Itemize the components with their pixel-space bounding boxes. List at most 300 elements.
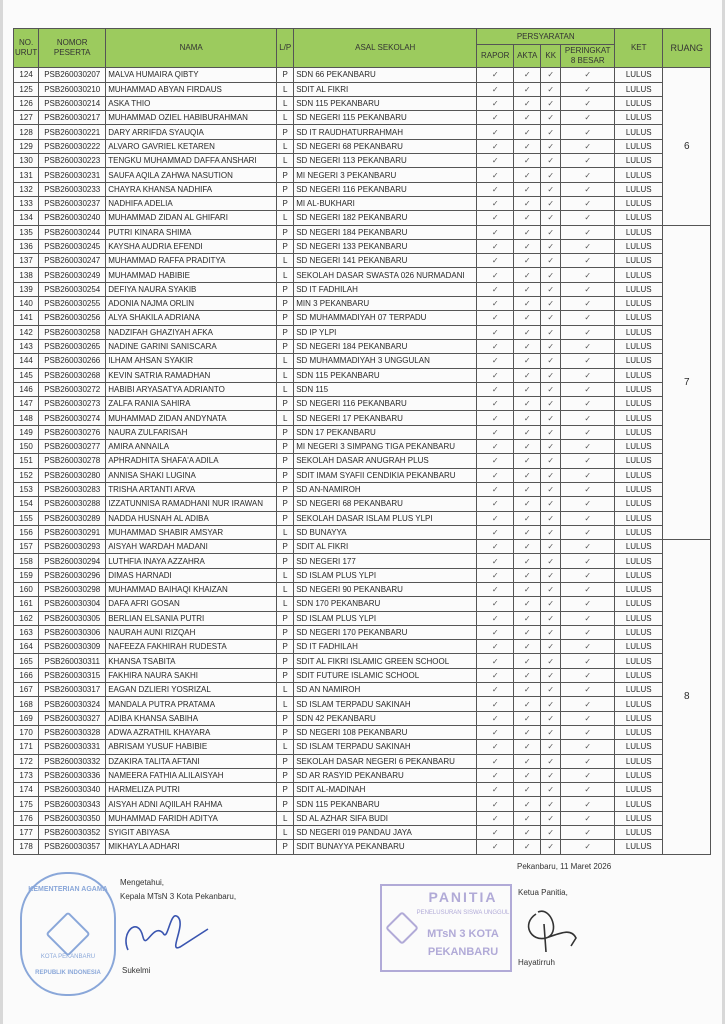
row-nama: NADHIFA ADELIA <box>106 196 277 210</box>
check-rapor-icon: ✓ <box>477 268 514 282</box>
check-peringkat-icon: ✓ <box>561 582 615 596</box>
row-nama: DEFIYA NAURA SYAKIB <box>106 282 277 296</box>
row-no: 143 <box>14 339 39 353</box>
row-no: 169 <box>14 711 39 725</box>
check-akta-icon: ✓ <box>514 783 541 797</box>
check-kk-icon: ✓ <box>541 511 561 525</box>
check-akta-icon: ✓ <box>514 282 541 296</box>
check-rapor-icon: ✓ <box>477 740 514 754</box>
row-lp: P <box>277 425 294 439</box>
row-nomor-peserta: PSB260030214 <box>39 96 106 110</box>
header-nomor-peserta: NOMOR PESERTA <box>39 29 106 68</box>
table-row <box>14 740 711 754</box>
check-akta-icon: ✓ <box>514 797 541 811</box>
table-row <box>14 454 711 468</box>
row-lp: L <box>277 597 294 611</box>
row-lp: L <box>277 354 294 368</box>
check-rapor-icon: ✓ <box>477 725 514 739</box>
row-asal-sekolah: SD ISLAM PLUS YLPI <box>294 568 477 582</box>
check-rapor-icon: ✓ <box>477 82 514 96</box>
row-nama: DZAKIRA TALITA AFTANI <box>106 754 277 768</box>
row-no: 153 <box>14 482 39 496</box>
row-lp: P <box>277 468 294 482</box>
row-nama: DAFA AFRI GOSAN <box>106 597 277 611</box>
table-row <box>14 139 711 153</box>
row-asal-sekolah: SD NEGERI 108 PEKANBARU <box>294 725 477 739</box>
row-nama: EAGAN DZLIERI YOSRIZAL <box>106 683 277 697</box>
row-ket: LULUS <box>615 454 663 468</box>
table-header <box>14 29 711 68</box>
row-asal-sekolah: SD IT RAUDHATURRAHMAH <box>294 125 477 139</box>
row-no: 126 <box>14 96 39 110</box>
row-ket: LULUS <box>615 783 663 797</box>
check-kk-icon: ✓ <box>541 182 561 196</box>
row-nomor-peserta: PSB260030244 <box>39 225 106 239</box>
row-ket: LULUS <box>615 297 663 311</box>
row-ket: LULUS <box>615 211 663 225</box>
table-row <box>14 497 711 511</box>
row-lp: L <box>277 826 294 840</box>
check-peringkat-icon: ✓ <box>561 754 615 768</box>
check-rapor-icon: ✓ <box>477 297 514 311</box>
row-asal-sekolah: SD NEGERI 182 PEKANBARU <box>294 211 477 225</box>
check-peringkat-icon: ✓ <box>561 654 615 668</box>
row-no: 131 <box>14 168 39 182</box>
check-kk-icon: ✓ <box>541 697 561 711</box>
check-kk-icon: ✓ <box>541 397 561 411</box>
row-no: 142 <box>14 325 39 339</box>
check-rapor-icon: ✓ <box>477 440 514 454</box>
row-nama: MUHAMMAD SHABIR AMSYAR <box>106 525 277 539</box>
row-ket: LULUS <box>615 482 663 496</box>
row-lp: P <box>277 125 294 139</box>
row-asal-sekolah: SD NEGERI 177 <box>294 554 477 568</box>
table-row <box>14 554 711 568</box>
header-persyaratan: PERSYARATAN <box>477 29 615 45</box>
check-rapor-icon: ✓ <box>477 582 514 596</box>
check-akta-icon: ✓ <box>514 154 541 168</box>
row-no: 152 <box>14 468 39 482</box>
row-ket: LULUS <box>615 82 663 96</box>
row-nomor-peserta: PSB260030311 <box>39 654 106 668</box>
row-nomor-peserta: PSB260030317 <box>39 683 106 697</box>
check-kk-icon: ✓ <box>541 254 561 268</box>
row-ket: LULUS <box>615 397 663 411</box>
check-rapor-icon: ✓ <box>477 96 514 110</box>
table-row <box>14 826 711 840</box>
row-asal-sekolah: SDIT AL FIKRI <box>294 540 477 554</box>
row-ket: LULUS <box>615 597 663 611</box>
table-row <box>14 697 711 711</box>
row-no: 140 <box>14 297 39 311</box>
check-akta-icon: ✓ <box>514 96 541 110</box>
check-akta-icon: ✓ <box>514 840 541 854</box>
row-lp: P <box>277 239 294 253</box>
header-asal-sekolah: ASAL SEKOLAH <box>294 29 477 68</box>
row-no: 155 <box>14 511 39 525</box>
row-no: 151 <box>14 454 39 468</box>
row-lp: P <box>277 68 294 82</box>
committee-stamp-city: PEKANBARU <box>427 946 499 958</box>
row-ket: LULUS <box>615 325 663 339</box>
stamp-center-text: KOTA PEKANBARU <box>40 954 96 960</box>
row-nomor-peserta: PSB260030258 <box>39 325 106 339</box>
row-ket: LULUS <box>615 640 663 654</box>
row-asal-sekolah: SD ISLAM PLUS YLPI <box>294 611 477 625</box>
table-row <box>14 368 711 382</box>
row-lp: P <box>277 511 294 525</box>
check-kk-icon: ✓ <box>541 568 561 582</box>
check-peringkat-icon: ✓ <box>561 740 615 754</box>
table-row <box>14 468 711 482</box>
row-lp: P <box>277 554 294 568</box>
row-nomor-peserta: PSB260030276 <box>39 425 106 439</box>
check-akta-icon: ✓ <box>514 311 541 325</box>
row-nama: MUHAMMAD OZIEL HABIBURAHMAN <box>106 111 277 125</box>
row-nama: MUHAMMAD ZIDAN ANDYNATA <box>106 411 277 425</box>
check-akta-icon: ✓ <box>514 239 541 253</box>
committee-chair-title: Ketua Panitia, <box>518 888 568 897</box>
row-nama: MUHAMMAD ZIDAN AL GHIFARI <box>106 211 277 225</box>
check-rapor-icon: ✓ <box>477 154 514 168</box>
row-no: 124 <box>14 68 39 82</box>
row-lp: P <box>277 497 294 511</box>
row-asal-sekolah: SD ISLAM TERPADU SAKINAH <box>294 697 477 711</box>
row-asal-sekolah: SD MUHAMMADIYAH 07 TERPADU <box>294 311 477 325</box>
check-rapor-icon: ✓ <box>477 597 514 611</box>
row-ket: LULUS <box>615 683 663 697</box>
check-kk-icon: ✓ <box>541 754 561 768</box>
check-akta-icon: ✓ <box>514 297 541 311</box>
check-peringkat-icon: ✓ <box>561 826 615 840</box>
check-peringkat-icon: ✓ <box>561 397 615 411</box>
check-akta-icon: ✓ <box>514 697 541 711</box>
row-ket: LULUS <box>615 111 663 125</box>
row-nomor-peserta: PSB260030332 <box>39 754 106 768</box>
check-akta-icon: ✓ <box>514 339 541 353</box>
row-nama: TENGKU MUHAMMAD DAFFA ANSHARI <box>106 154 277 168</box>
check-peringkat-icon: ✓ <box>561 354 615 368</box>
row-lp: P <box>277 540 294 554</box>
row-no: 167 <box>14 683 39 697</box>
row-nama: MUHAMMAD FARIDH ADITYA <box>106 811 277 825</box>
check-kk-icon: ✓ <box>541 111 561 125</box>
check-peringkat-icon: ✓ <box>561 497 615 511</box>
check-akta-icon: ✓ <box>514 482 541 496</box>
row-no: 157 <box>14 540 39 554</box>
row-ket: LULUS <box>615 182 663 196</box>
row-nomor-peserta: PSB260030217 <box>39 111 106 125</box>
check-rapor-icon: ✓ <box>477 540 514 554</box>
check-kk-icon: ✓ <box>541 783 561 797</box>
row-lp: P <box>277 754 294 768</box>
row-no: 166 <box>14 668 39 682</box>
row-no: 156 <box>14 525 39 539</box>
row-nama: ADONIA NAJMA ORLIN <box>106 297 277 311</box>
row-asal-sekolah: SD NEGERI 133 PEKANBARU <box>294 239 477 253</box>
row-no: 170 <box>14 725 39 739</box>
check-rapor-icon: ✓ <box>477 454 514 468</box>
table-row <box>14 297 711 311</box>
row-asal-sekolah: SD NEGERI 184 PEKANBARU <box>294 225 477 239</box>
check-kk-icon: ✓ <box>541 68 561 82</box>
check-kk-icon: ✓ <box>541 311 561 325</box>
row-nomor-peserta: PSB260030233 <box>39 182 106 196</box>
row-lp: L <box>277 254 294 268</box>
row-asal-sekolah: SD NEGERI 113 PEKANBARU <box>294 154 477 168</box>
row-nomor-peserta: PSB260030306 <box>39 625 106 639</box>
row-lp: P <box>277 440 294 454</box>
row-asal-sekolah: SD IT FADHILAH <box>294 640 477 654</box>
row-ket: LULUS <box>615 826 663 840</box>
check-peringkat-icon: ✓ <box>561 625 615 639</box>
row-nama: SYIGIT ABIYASA <box>106 826 277 840</box>
check-rapor-icon: ✓ <box>477 654 514 668</box>
check-rapor-icon: ✓ <box>477 111 514 125</box>
check-kk-icon: ✓ <box>541 554 561 568</box>
check-rapor-icon: ✓ <box>477 182 514 196</box>
row-lp: L <box>277 525 294 539</box>
check-peringkat-icon: ✓ <box>561 554 615 568</box>
row-no: 137 <box>14 254 39 268</box>
check-akta-icon: ✓ <box>514 211 541 225</box>
check-akta-icon: ✓ <box>514 725 541 739</box>
row-lp: P <box>277 783 294 797</box>
row-nomor-peserta: PSB260030305 <box>39 611 106 625</box>
row-nomor-peserta: PSB260030340 <box>39 783 106 797</box>
row-asal-sekolah: SEKOLAH DASAR SWASTA 026 NURMADANI <box>294 268 477 282</box>
check-rapor-icon: ✓ <box>477 468 514 482</box>
table-row <box>14 625 711 639</box>
check-peringkat-icon: ✓ <box>561 311 615 325</box>
row-no: 139 <box>14 282 39 296</box>
header-no-urut: NO. URUT <box>14 29 39 68</box>
check-kk-icon: ✓ <box>541 268 561 282</box>
table-row <box>14 582 711 596</box>
row-no: 168 <box>14 697 39 711</box>
row-asal-sekolah: SDN 17 PEKANBARU <box>294 425 477 439</box>
row-no: 161 <box>14 597 39 611</box>
table-row <box>14 411 711 425</box>
check-rapor-icon: ✓ <box>477 711 514 725</box>
check-akta-icon: ✓ <box>514 354 541 368</box>
ministry-stamp <box>20 872 116 996</box>
row-lp: L <box>277 96 294 110</box>
row-no: 141 <box>14 311 39 325</box>
row-nama: ZALFA RANIA SAHIRA <box>106 397 277 411</box>
table-row <box>14 711 711 725</box>
row-nomor-peserta: PSB260030324 <box>39 697 106 711</box>
row-asal-sekolah: SD NEGERI 170 PEKANBARU <box>294 625 477 639</box>
row-ket: LULUS <box>615 754 663 768</box>
row-lp: P <box>277 454 294 468</box>
row-ket: LULUS <box>615 354 663 368</box>
row-nomor-peserta: PSB260030210 <box>39 82 106 96</box>
check-kk-icon: ✓ <box>541 797 561 811</box>
row-lp: P <box>277 768 294 782</box>
row-lp: L <box>277 740 294 754</box>
row-nomor-peserta: PSB260030207 <box>39 68 106 82</box>
check-rapor-icon: ✓ <box>477 811 514 825</box>
row-ket: LULUS <box>615 497 663 511</box>
check-peringkat-icon: ✓ <box>561 811 615 825</box>
row-lp: L <box>277 683 294 697</box>
row-lp: P <box>277 196 294 210</box>
table-row <box>14 125 711 139</box>
check-peringkat-icon: ✓ <box>561 783 615 797</box>
row-asal-sekolah: MI NEGERI 3 PEKANBARU <box>294 168 477 182</box>
row-nomor-peserta: PSB260030277 <box>39 440 106 454</box>
row-nomor-peserta: PSB260030309 <box>39 640 106 654</box>
row-nama: KHANSA TSABITA <box>106 654 277 668</box>
table-row <box>14 611 711 625</box>
row-no: 177 <box>14 826 39 840</box>
row-no: 158 <box>14 554 39 568</box>
row-no: 148 <box>14 411 39 425</box>
check-peringkat-icon: ✓ <box>561 725 615 739</box>
check-rapor-icon: ✓ <box>477 697 514 711</box>
row-no: 133 <box>14 196 39 210</box>
row-nama: NADZIFAH GHAZIYAH AFKA <box>106 325 277 339</box>
row-nama: AISYAH ADNI AQIILAH RAHMA <box>106 797 277 811</box>
check-akta-icon: ✓ <box>514 597 541 611</box>
row-nomor-peserta: PSB260030296 <box>39 568 106 582</box>
row-nomor-peserta: PSB260030268 <box>39 368 106 382</box>
table-row <box>14 811 711 825</box>
committee-stamp-school: MTsN 3 KOTA <box>427 928 499 940</box>
row-lp: P <box>277 654 294 668</box>
row-nama: ADWA AZRATHIL KHAYARA <box>106 725 277 739</box>
row-nama: FAKHIRA NAURA SAKHI <box>106 668 277 682</box>
check-peringkat-icon: ✓ <box>561 683 615 697</box>
check-akta-icon: ✓ <box>514 683 541 697</box>
check-kk-icon: ✓ <box>541 225 561 239</box>
header-rapor: RAPOR <box>477 45 514 68</box>
row-asal-sekolah: SDN 115 PEKANBARU <box>294 797 477 811</box>
check-akta-icon: ✓ <box>514 425 541 439</box>
table-row <box>14 440 711 454</box>
check-kk-icon: ✓ <box>541 740 561 754</box>
row-nama: ALVARO GAVRIEL KETAREN <box>106 139 277 153</box>
check-peringkat-icon: ✓ <box>561 154 615 168</box>
row-nomor-peserta: PSB260030280 <box>39 468 106 482</box>
check-rapor-icon: ✓ <box>477 125 514 139</box>
row-asal-sekolah: SD IT FADHILAH <box>294 282 477 296</box>
row-no: 146 <box>14 382 39 396</box>
check-kk-icon: ✓ <box>541 826 561 840</box>
row-ket: LULUS <box>615 282 663 296</box>
row-no: 162 <box>14 611 39 625</box>
check-kk-icon: ✓ <box>541 468 561 482</box>
check-peringkat-icon: ✓ <box>561 125 615 139</box>
check-peringkat-icon: ✓ <box>561 525 615 539</box>
row-asal-sekolah: SDN 66 PEKANBARU <box>294 68 477 82</box>
header-akta: AKTA <box>514 45 541 68</box>
row-nama: KAYSHA AUDRIA EFENDI <box>106 239 277 253</box>
row-lp: P <box>277 640 294 654</box>
scan-edge-left <box>0 0 3 1024</box>
table-row <box>14 268 711 282</box>
check-akta-icon: ✓ <box>514 139 541 153</box>
row-ket: LULUS <box>615 668 663 682</box>
committee-stamp <box>380 884 512 972</box>
row-ket: LULUS <box>615 711 663 725</box>
check-akta-icon: ✓ <box>514 182 541 196</box>
check-kk-icon: ✓ <box>541 440 561 454</box>
check-akta-icon: ✓ <box>514 325 541 339</box>
row-nama: MUHAMMAD RAFFA PRADITYA <box>106 254 277 268</box>
check-kk-icon: ✓ <box>541 139 561 153</box>
row-lp: P <box>277 797 294 811</box>
row-ket: LULUS <box>615 239 663 253</box>
row-asal-sekolah: SDN 170 PEKANBARU <box>294 597 477 611</box>
check-peringkat-icon: ✓ <box>561 711 615 725</box>
table-row <box>14 239 711 253</box>
table-row <box>14 68 711 82</box>
row-ket: LULUS <box>615 697 663 711</box>
check-akta-icon: ✓ <box>514 568 541 582</box>
check-akta-icon: ✓ <box>514 168 541 182</box>
check-rapor-icon: ✓ <box>477 325 514 339</box>
row-lp: L <box>277 211 294 225</box>
check-peringkat-icon: ✓ <box>561 568 615 582</box>
row-nomor-peserta: PSB260030328 <box>39 725 106 739</box>
row-ket: LULUS <box>615 196 663 210</box>
row-nama: TRISHA ARTANTI ARVA <box>106 482 277 496</box>
table-body <box>14 68 711 854</box>
place-date: Pekanbaru, 11 Maret 2026 <box>517 862 612 871</box>
header-nama: NAMA <box>106 29 277 68</box>
check-akta-icon: ✓ <box>514 454 541 468</box>
row-ket: LULUS <box>615 154 663 168</box>
check-kk-icon: ✓ <box>541 654 561 668</box>
row-asal-sekolah: SEKOLAH DASAR ISLAM PLUS YLPI <box>294 511 477 525</box>
row-no: 147 <box>14 397 39 411</box>
check-kk-icon: ✓ <box>541 497 561 511</box>
row-no: 135 <box>14 225 39 239</box>
table-row <box>14 568 711 582</box>
check-akta-icon: ✓ <box>514 540 541 554</box>
row-lp: P <box>277 668 294 682</box>
row-nomor-peserta: PSB260030327 <box>39 711 106 725</box>
row-nama: BERLIAN ELSANIA PUTRI <box>106 611 277 625</box>
check-rapor-icon: ✓ <box>477 339 514 353</box>
table-row <box>14 196 711 210</box>
check-peringkat-icon: ✓ <box>561 168 615 182</box>
row-no: 132 <box>14 182 39 196</box>
row-ket: LULUS <box>615 840 663 854</box>
row-nama: MIKHAYLA ADHARI <box>106 840 277 854</box>
row-no: 125 <box>14 82 39 96</box>
row-lp: P <box>277 611 294 625</box>
table-row <box>14 797 711 811</box>
check-peringkat-icon: ✓ <box>561 797 615 811</box>
row-lp: P <box>277 325 294 339</box>
table-row <box>14 725 711 739</box>
check-akta-icon: ✓ <box>514 811 541 825</box>
row-nomor-peserta: PSB260030223 <box>39 154 106 168</box>
row-asal-sekolah: SD NEGERI 68 PEKANBARU <box>294 497 477 511</box>
row-lp: P <box>277 168 294 182</box>
row-asal-sekolah: SD AR RASYID PEKANBARU <box>294 768 477 782</box>
check-kk-icon: ✓ <box>541 525 561 539</box>
table-row <box>14 783 711 797</box>
row-lp: L <box>277 154 294 168</box>
row-ket: LULUS <box>615 511 663 525</box>
check-rapor-icon: ✓ <box>477 611 514 625</box>
row-ket: LULUS <box>615 139 663 153</box>
check-rapor-icon: ✓ <box>477 239 514 253</box>
